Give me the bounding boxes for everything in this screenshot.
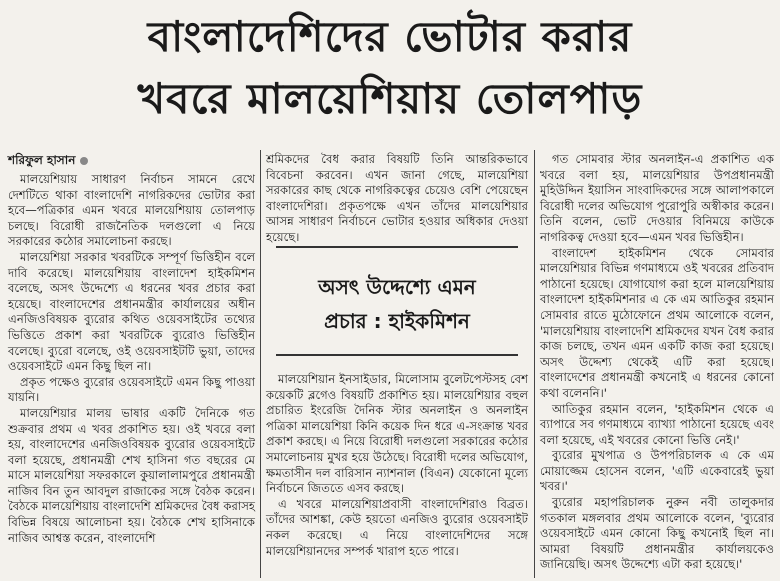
paragraph: গত সোমবার স্টার অনলাইন-এ প্রকাশিত এক খবরে বলা হয়, মালয়েশিয়ার উপপ্রধানমন্ত্রী মুহিউদ্দিন ইয়াসিন সাংবাদিকদের সঙ্গে আলাপকালে বিরোধী দলের অভিযোগ পুরোপুরি অস্বীকার করেন। তিনি বলেন, ভোট দেওয়ার বিনিময়ে কাউকে নাগরিকত্ব দেওয়া হবে—এমন খবর ভিত্তিহীন। [540, 152, 774, 244]
paragraph: বাংলাদেশ হাইকমিশন থেকে সোমবার মালয়েশিয়ার বিভিন্ন গণমাধ্যমে ওই খবরের প্রতিবাদ পাঠানো হয়েছে। যোগাযোগ করা হলে মালয়েশিয়ায় বাংলাদেশ হাইকমিশনার এ কে এম আতিকুর রহমান সোমবার রাতে মুঠোফোনে প্রথম আলোকে বলেন, 'মালয়েশিয়ায় বাংলাদেশি শ্রমিকদের যখন বৈধ করার কাজ চলছে, তখন এমন একটি কাজ করা হয়েছে। অসৎ উদ্দেশ্য থেকেই এটি করা হয়েছে। বাংলাদেশের প্রধানমন্ত্রী কখনোই এ ধরনের কোনো কথা বলেননি।' [540, 245, 774, 400]
pull-quote-line-1: অসৎ উদ্দেশ্যে এমন [318, 275, 476, 299]
paragraph: ব্যুরোর মহাপরিচালক নুরুন নবী তালুকদার গতকাল মঙ্গলবার প্রথম আলোকে বলেন, 'ব্যুরোর ওয়েবসাইটে এমন কোনো কিছু কখনোই ছিল না। আমরা বিষয়টি প্রধানমন্ত্রীর কার্যালয়কেও জানিয়েছি। অসৎ উদ্দেশ্যে এটা করা হয়েছে।' [540, 495, 774, 572]
headline [0, 6, 780, 130]
bullet-icon [80, 157, 88, 165]
paragraph: মালয়েশিয়া সরকার খবরটিকে সম্পূর্ণ ভিত্তিহীন বলে দাবি করেছে। মালয়েশিয়ায় বাংলাদেশ হাইকমিশন বলেছে, অসৎ উদ্দেশ্যে এ ধরনের খবর প্রচার করা হয়েছে। বাংলাদেশের প্রধানমন্ত্রীর কার্যালয়ের অধীন এনজিওবিষয়ক ব্যুরোর কথিত ওয়েবসাইটের তথ্যের ভিত্তিতে প্রকাশ করা খবরটিকে ব্যুরোও ভিত্তিহীন বলেছে। ব্যুরো বলেছে, ওই ওয়েবসাইটটি ভুয়া, তাদের ওয়েবসাইটে এমন কিছু ছিল না। [8, 249, 255, 374]
headline-line-1: বাংলাদেশিদের ভোটার করার [147, 12, 633, 61]
paragraph: মালয়েশিয়ার মালয় ভাষার একটি দৈনিকে গত শুক্রবার প্রথম এ খবর প্রকাশিত হয়। ওই খবরে বলা হয়, বাংলাদেশের এনজিওবিষয়ক ব্যুরোর ওয়েবসাইটে বলা হয়েছে, প্রধানমন্ত্রী শেখ হাসিনা গত বছরের মে মাসে মালয়েশিয়া সফরকালে কুয়ালালামপুরে প্রধানমন্ত্রী নাজিব বিন তুন আবদুল রাজাকের সঙ্গে বৈঠক করেন। বৈঠকে মালয়েশিয়ায় বাংলাদেশি শ্রমিকদের বৈধ করাসহ বিভিন্ন বিষয়ে আলোচনা হয়। বৈঠকে শেখ হাসিনাকে নাজিব আশ্বস্ত করেন, বাংলাদেশি [8, 405, 255, 545]
paragraph: প্রকৃত পক্ষেও ব্যুরোর ওয়েবসাইটে এমন কিছু পাওয়া যায়নি। [8, 374, 255, 405]
column-divider-2 [534, 150, 535, 578]
article-column-1 [8, 172, 255, 577]
byline [8, 152, 255, 168]
article-column-2-bottom [266, 372, 528, 577]
pull-quote [276, 246, 518, 356]
paragraph: আতিকুর রহমান বলেন, 'হাইকমিশন থেকে এ ব্যাপারে সব গণমাধ্যমে ব্যাখ্যা পাঠানো হয়েছে এবং বলা হয়েছে, এই খবরের কোনো ভিত্তি নেই।' [540, 401, 774, 447]
headline-line-2: খবরে মালয়েশিয়ায় তোলপাড় [137, 74, 643, 123]
paragraph: ব্যুরোর মুখপাত্র ও উপপরিচালক এ কে এম মোয়াজ্জেম হোসেন বলেন, 'এটি একেবারেই ভুয়া খবর।' [540, 448, 774, 494]
pull-quote-line-2: প্রচার : হাইকমিশন [324, 309, 470, 333]
paragraph: মালয়েশিয়ান ইনসাইডার, মিলোসাম বুলেটপেস্টসহ বেশ কয়েকটি ব্লগেও বিষয়টি প্রকাশিত হয়। মালয়েশিয়ার বহুল প্রচারিত ইংরেজি দৈনিক স্টার অনলাইন ও অনলাইন পত্রিকা মালয়েশিয়া কিনি কয়েক দিন ধরে এ-সংক্রান্ত খবর প্রকাশ করছে। এ নিয়ে বিরোধী দলগুলো সরকারের কঠোর সমালোচনায় মুখর হয়ে উঠেছে। বিরোধী দলের অভিযোগ, ক্ষমতাসীন দল বারিসান ন্যাশনাল (বিএন) যেকোনো মূল্যে নির্বাচনে জিততে এসব করছে। [266, 372, 528, 496]
paragraph: এ খবরে মালয়েশিয়াপ্রবাসী বাংলাদেশিরাও বিব্রত। তাঁদের আশঙ্কা, কেউ হয়তো এনজিও ব্যুরোর ওয়েবসাইট নকল করেছে। এ নিয়ে বাংলাদেশিদের সঙ্গে মালয়েশিয়ানদের সম্পর্ক খারাপ হতে পারে। [266, 496, 528, 558]
article-column-2-top [266, 152, 528, 244]
article-column-3 [540, 152, 774, 577]
author-name: শরিফুল হাসান [8, 153, 76, 167]
column-divider-1 [260, 150, 261, 578]
paragraph: মালয়েশিয়ায় সাধারণ নির্বাচন সামনে রেখে দেশটিতে থাকা বাংলাদেশি নাগরিকদের ভোটার করা হবে—পত্রিকার এমন খবরে মালয়েশিয়ায় তোলপাড় চলছে। বিরোধী রাজনৈতিক দলগুলো এ নিয়ে সরকারের কঠোর সমালোচনা করছে। [8, 172, 255, 249]
paragraph: শ্রমিকদের বৈধ করার বিষয়টি তিনি আন্তরিকভাবে বিবেচনা করবেন। এখন জানা গেছে, মালয়েশিয়া সরকারের কাছ থেকে নাগরিকত্বের চেয়েও বেশি পেয়েছেন বাংলাদেশিরা। প্রকৃতপক্ষে এখন তাঁদের মালয়েশিয়ার আসন্ন সাধারণ নির্বাচনে ভোটার হওয়ার অধিকার দেওয়া হয়েছে। [266, 152, 528, 244]
